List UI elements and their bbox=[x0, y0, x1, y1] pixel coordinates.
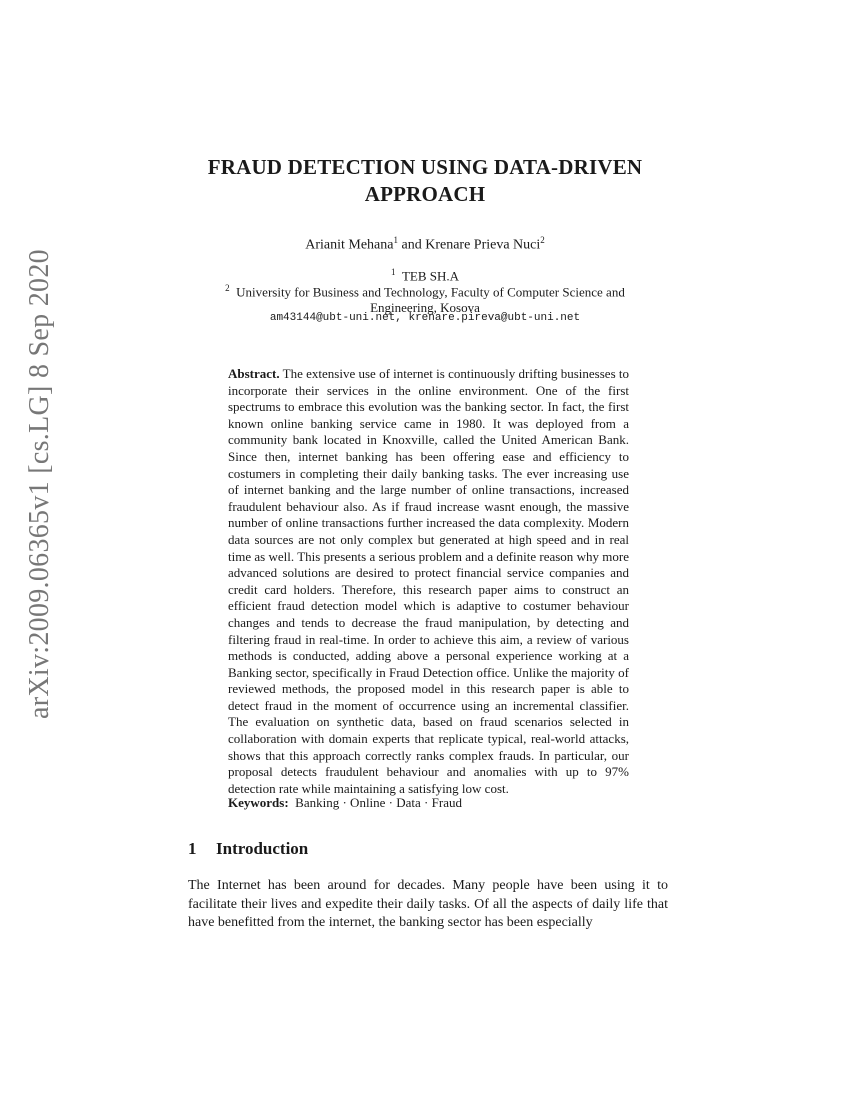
section-body: The Internet has been around for decades. Many people have been using it to facilitate their lives and expedite their daily tasks. Of all the aspects of daily life that have benefitted from the internet, the banking sector has been especially bbox=[188, 878, 668, 930]
affiliation-text: TEB SH.A bbox=[401, 268, 460, 284]
affiliation-mark: 2 bbox=[225, 283, 230, 293]
author-emails: am43144@ubt-uni.net, krenare.pireva@ubt-uni.net bbox=[269, 312, 581, 324]
keywords bbox=[228, 795, 629, 811]
affiliation-mark: 1 bbox=[390, 267, 396, 277]
abstract-text: The extensive use of internet is continuously drifting businesses to incorporate their services in the online environment. One of the first spectrums to embrace this evolution was the banking sector. In fact, the first known online banking service came in 1980. It was deployed from a community bank located in Knoxville, called the United American Bank. Since then, internet banking has been offering ease and efficiency to costumers in completing their daily banking tasks. The ever increasing use of internet banking and the large number of online transactions, increased fraudulent behaviour also. As if fraud increase wasnt enough, the massive number of online transactions further increased the data complexity. Modern data sources are not only complex but generated at high speed and in real time as well. This presents a serious problem and a definite reason why more advanced solutions are desired to protect financial service companies and credit card holders. Therefore, this research paper aims to construct an efficient fraud detection model which is adaptive to costumer behaviour changes and tends to decrease the fraud manipulation, by detecting and filtering fraud in real-time. In order to achieve this aim, a review of various methods is conducted, adding above a personal experience working at a Banking sector, specifically in Fraud Detection office. Unlike the majority of reviewed methods, the proposed model in this research paper is able to detect fraud in the moment of occurrence using an incremental classifier. The evaluation on synthetic data, based on fraud scenarios selected in collaboration with domain experts that replicate typical, real-world attacks, shows that this approach correctly ranks complex frauds. In particular, our proposal detects fraudulent behaviour and anomalies with up to 97% detection rate while maintaining a satisfying low cost. bbox=[228, 366, 630, 796]
author-name: Arianit Mehana bbox=[305, 237, 394, 253]
keywords-text: Banking · Online · Data · Fraud bbox=[295, 795, 462, 810]
keywords-label: Keywords: bbox=[228, 795, 289, 810]
affiliation-text: University for Business and Technology, Faculty of Computer Science and Engineering, Kosova bbox=[236, 284, 625, 316]
abstract-label: Abstract. bbox=[228, 366, 280, 381]
author-affiliation-mark: 1 bbox=[393, 235, 398, 245]
abstract bbox=[228, 366, 629, 797]
section-heading bbox=[188, 839, 308, 859]
section-title: Introduction bbox=[216, 839, 309, 858]
paper-title: FRAUD DETECTION USING DATA-DRIVEN APPROACH bbox=[207, 155, 643, 206]
affiliation bbox=[200, 280, 650, 316]
author-line bbox=[150, 235, 700, 254]
section-number: 1 bbox=[188, 839, 197, 858]
author-name: Krenare Prieva Nuci bbox=[425, 237, 541, 253]
author-joiner: and bbox=[401, 237, 422, 253]
arxiv-identifier-stamp: arXiv:2009.06365v1 [cs.LG] 8 Sep 2020 bbox=[24, 249, 55, 719]
author-affiliation-mark: 2 bbox=[540, 235, 545, 245]
